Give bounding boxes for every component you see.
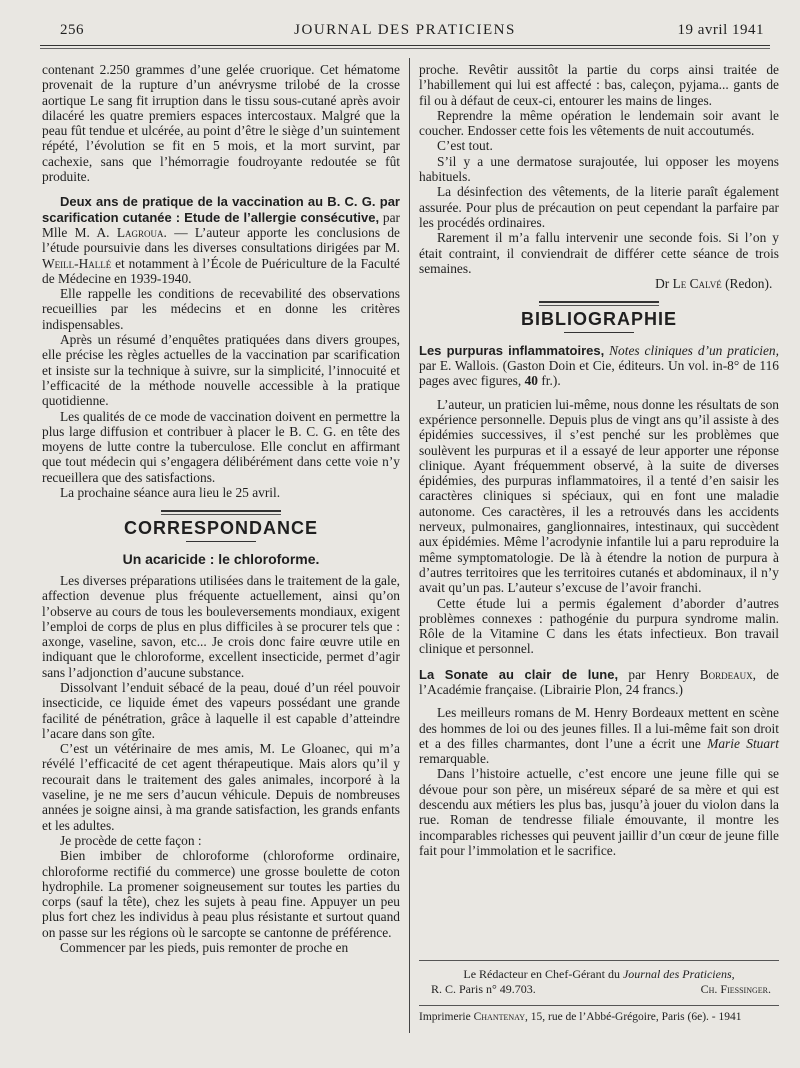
review-2-paragraph-1: Les meilleurs romans de M. Henry Bordeaux mettent en scène des hommes de loi ou des jeunes filles. Il a lui-même fait son droit et a des filles charmantes, dont l’une a écrit une Marie Stuart remarquable. (419, 705, 779, 767)
right-paragraph-6: Rarement il m’a fallu intervenir une seconde fois. Si l’on y était contraint, il conviendrait de différer cette séance de trois semaines. (419, 230, 779, 276)
review-1-paragraph-1: L’auteur, un praticien lui-même, nous donne les résultats de son expérience personnelle. Depuis plus de vingt ans qu’il assiste à des épidémies successives, il s’est penché sur les problèmes que soulèvent les purpuras et il a essayé de leur apporter une réponse clinique. Ayant fréquemment observé, à la suite de diverses épidémies, des purpuras inflammatoires, il a tenté d’en saisir les caractères cliniques si spéciaux, qui en font une maladie autonome. Ces caractères, il les a retrouvés dans les accidents nerveux, pulmonaires, ganglionnaires, intestinaux, qui succèdent aux épidémies. Même l’acrodynie infantile lui a paru reproduire la même symptomatologie. De là à étendre la notion de purpura à d’autres territoires que les territoires cutanés et abdominaux, il n’y avait qu’un pas. L’auteur s’excuse de l’avoir franchi. (419, 396, 779, 596)
review-1-heading: Les purpuras inflammatoires, Notes cliniques d’un praticien, par E. Wallois. (Gaston Doin et Cie, éditeurs. Un vol. in-8° de 116 pages avec figures, 40 fr.). (419, 342, 779, 389)
right-paragraph-2: Reprendre la même opération le lendemain soir avant le coucher. Endosser cette fois les vêtements de nuit accoutumés. (419, 107, 779, 139)
review-1-paragraph-2: Cette étude lui a permis également d’aborder d’autres problèmes connexes : pathogénie du purpura syndrome malin. Rôle de la Vitamine C dans les états infectieux. Bon travail clinique et personnel. (419, 595, 779, 657)
correspondance-paragraph-4: Je procède de cette façon : (60, 832, 202, 848)
section-ornament-2 (539, 301, 659, 306)
journal-title: JOURNAL DES PRATICIENS (294, 22, 516, 38)
footer-rule (419, 960, 779, 961)
editor-line: Le Rédacteur en Chef-Gérant du Journal des Praticiens, (463, 967, 735, 981)
registration-line (419, 982, 779, 997)
bibliographie-heading: BIBLIOGRAPHIE (520, 309, 677, 330)
header-rule (40, 45, 770, 46)
correspondance-paragraph-1: Les diverses préparations utilisées dans le traitement de la gale, affection devenue plus fréquente actuellement, ainsi qu’on l’observe au cours de tous les bouleversements mondiaux, exigent l’emploi de corps de plus en plus difficiles à se procurer tels que : axonge, vaseline, savon, etc... Je crois donc faire œuvre utile en indiquant que le chloroforme, excellent insecticide, permet d’agir sans l’adjonction d’aucune substance. (42, 572, 400, 680)
review-2-heading: La Sonate au clair de lune, par Henry Bordeaux, de l’Académie française. (Librairie Plon, 24 francs.) (419, 666, 780, 697)
left-column (42, 62, 400, 955)
weill-halle-name: Weill-Hallé (42, 255, 112, 271)
bcg-author: Lagroua (116, 224, 164, 240)
right-paragraph-5: La désinfection des vêtements, de la literie paraît également assurée. Pour plus de précaution on peut cependant la parfaire par les procédés ordinaires. (419, 184, 779, 230)
next-session-note: La prochaine séance aura lieu le 25 avril. (60, 485, 281, 501)
correspondance-paragraph-2: Dissolvant l’enduit sébacé de la peau, doué d’un réel pouvoir insecticide, ce liquide émet des vapeurs possédant une grande facilité de pénétration, grâce à laquelle il est capable d’atteindre l’acare dans son gîte. (42, 679, 400, 741)
letter-signature: Dr Le Calvé (Redon). (655, 276, 773, 292)
rc-number: R. C. Paris n° 49.703. (431, 982, 536, 996)
hematoma-paragraph: contenant 2.250 grammes d’une gelée cruorique. Cet hématome provenait de la rupture d’un anévrysme trilobé de la crosse aortique Le sang fit irruption dans le tissu sous-cutané après avoir dilacéré les quatre premiers espaces intercostaux. Malgré que la peau fût tendue et ulcérée, au point d’être le siège d’un suintement répété, l’évolution se fit en 5 mois, et la mort survint, par cachexie, sans que l’hémorragie foudroyante redoutée se fût produite. (42, 62, 400, 185)
right-column (419, 62, 779, 858)
gerant-name: Ch. Fiessinger. (700, 982, 771, 996)
correspondance-paragraph-6: Commencer par les pieds, puis remonter de proche en (60, 940, 349, 956)
header-rule-secondary (40, 48, 770, 49)
bcg-paragraph-4: Les qualités de ce mode de vaccination doivent en permettre la plus large diffusion et contribuer à placer le B. C. G. en tête des moyens de lutte contre la tuberculose. Elle conclut en affirmant que tout médecin qui s’engagera délibérément dans cette voie n’y recueillera que des satisfactions. (42, 408, 400, 485)
bcg-paragraph-3: Après un résumé d’enquêtes pratiquées dans divers groupes, elle précise les règles actuelles de la vaccination par scarification et insiste sur la technique à suivre, sur la simplicité, l’innocuité et l’efficacité de la méthode nouvelle accessible à la pratique quotidienne. (42, 332, 400, 409)
page-header (40, 20, 770, 44)
review-2-paragraph-2: Dans l’histoire actuelle, c’est encore une jeune fille qui se dévoue pour son père, un miséreux séparé de sa mère et qui est descendu aux métiers les plus bas, jusqu’à jouer du violon dans la rue. Roman de tendresse filiale émouvante, il montre les incomparables richesses qui peuvent jaillir d’un cœur de jeune fille fait pour l’immolation et le sacrifice. (419, 766, 779, 858)
bcg-report-paragraph: Deux ans de pratique de la vaccination au B. C. G. par scarification cutanée : Etude de l’allergie consécutive, par Mlle M. A. Lagroua. — L’auteur apporte les conclusions de l’étude poursuivie dans les diverses consultations dirigées par M. Weill-Hallé et notamment à l’École de Puériculture de la Faculté de Médecine en 1939-1940. (42, 194, 400, 286)
continued-paragraph: proche. Revêtir aussitôt la partie du corps ainsi traitée de l’habillement qui lui est affecté : bas, caleçon, pyjama... gants de fil ou à défaut de ceux-ci, entourer les mains de linges. (419, 62, 779, 108)
acaricide-subtitle: Un acaricide : le chloroforme. (122, 550, 320, 567)
section-underline-2 (564, 332, 634, 333)
correspondance-paragraph-3: C’est un vétérinaire de mes amis, M. Le Gloanec, qui m’a révélé l’efficacité de cet agent thérapeutique. Mais alors qu’il y recourait dans le traitement des gales animales, incorporé à la vaseline, je ne me sers d’aucun véhicule. Depuis de nombreuses années je soigne ainsi, à ma grande satisfaction, les grands enfants et les adultes. (42, 741, 400, 833)
issue-date: 19 avril 1941 (677, 22, 764, 38)
correspondance-heading: CORRESPONDANCE (123, 518, 319, 539)
right-paragraph-4: S’il y a une dermatose surajoutée, lui opposer les moyens habituels. (419, 153, 779, 185)
section-ornament (161, 510, 281, 515)
section-underline (186, 541, 256, 542)
bcg-report-title: Deux ans de pratique de la vaccination au B. C. G. par scarification cutanée : Etude de l’allergie consécutive, (42, 194, 400, 225)
page-number: 256 (60, 22, 84, 38)
column-divider (409, 58, 410, 1033)
printer-line: Imprimerie Chantenay, 15, rue de l’Abbé-Grégoire, Paris (6e). - 1941 (419, 1005, 779, 1023)
bcg-paragraph-2: Elle rappelle les conditions de recevabilité des observations recueillies par les médecins et en donne les critères indispensables. (42, 286, 400, 332)
right-paragraph-3: C’est tout. (437, 138, 493, 154)
editor-footer (419, 960, 779, 997)
printer-rule (419, 1005, 779, 1006)
correspondance-paragraph-5: Bien imbiber de chloroforme (chloroforme ordinaire, chloroforme rectifié du commerce) une grosse boulette de coton hydrophile. La promener soigneusement sur toutes les parties du corps (sauf la tête), chez les sujets à peau fine. Appuyer un peu plus fort chez les individus à peau plus résistante et surtout quand on passe sur les régions où le sarcopte se cantonne de préférence. (42, 848, 400, 940)
